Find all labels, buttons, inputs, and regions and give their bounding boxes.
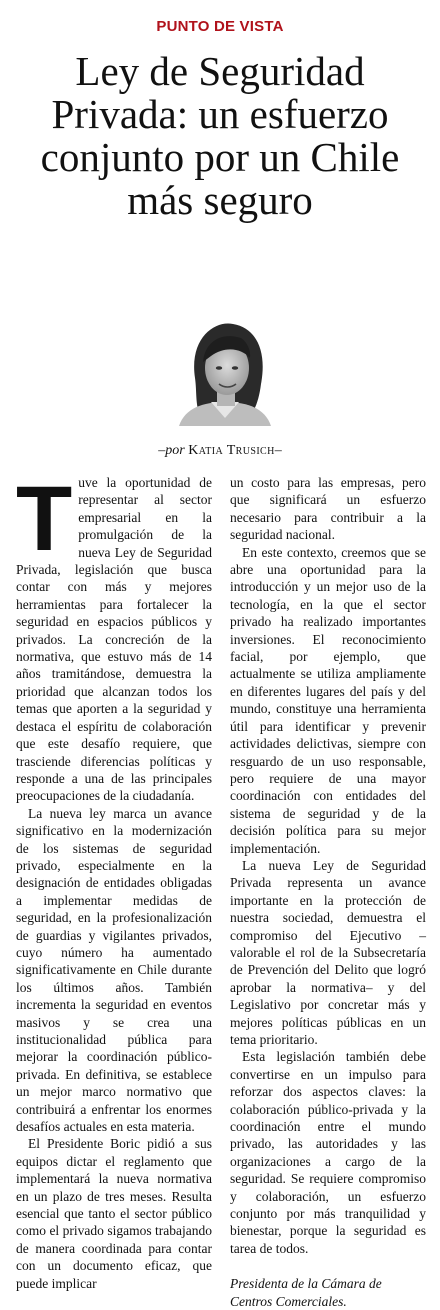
author-signature: Presidenta de la Cámara de Centros Comerciales. [230, 1276, 382, 1309]
article-paragraph: Esta legislación también debe convertirse en un impulso para reforzar dos aspectos claves: la colaboración público-privada y la coordinación entre el mundo privado, las autoridades y las organizaciones a cargo de la seguridad. Se requiere compromiso y colaboración, un esfuerzo conjunto por más tranquilidad y bienestar, porque la seguridad es tarea de todos. [230, 1049, 426, 1256]
byline [0, 443, 440, 459]
author-name: Katia Trusich [188, 443, 275, 458]
section-label: PUNTO DE VISTA [156, 18, 284, 35]
byline-suffix: – [274, 443, 282, 458]
author-portrait [175, 318, 275, 426]
article-paragraph: uve la oportunidad de representar al sector empresarial en la promulgación de la nueva Ley de Seguridad Privada, legislación que busca contar con más y mejores herramientas para fortalecer la seguridad en espacios públicos y privados. La concreción de la normativa, que estuvo más de 14 años tramitándose, demuestra la prioridad que alcanzan todos los temas que aporten a la seguridad y destaca el espíritu de colaboración que este desafío requiere, que trasciende diferencias políticas y responde a una de las principales preocupaciones de la ciudadanía. [16, 475, 212, 804]
article-column-right [230, 474, 426, 1310]
article-paragraph: En este contexto, creemos que se abre una oportunidad para la introducción y un mejor uso de la tecnología, en la que el sector privado ha realizado importantes inversiones. El reconocimiento facial, por ejemplo, que actualmente se utiliza ampliamente en diferentes lugares del país y del mundo, constituye una herramienta útil para identificar y prevenir actividades delictivas, siempre con resguardo de un uso responsable, pero requiere de una mayor coordinación con entidades del sistema de seguridad y de la decisión política para su mejor implementación. [230, 544, 426, 856]
drop-cap: T [16, 468, 73, 570]
article-paragraph: La nueva ley marca un avance significativo en la modernización de los sistemas de seguridad privado, especialmente en la designación de entidades obligadas a implementar medidas de seguridad, en la profesionalización de guardias y vigilantes privados, cuyo número ha aumentado significativamente en Chile durante los últimos años. También incrementa la seguridad en eventos masivos y se crea una institucionalidad pública para mejorar la coordinación público-privada. En definitiva, se establece un mejor marco normativo que contribuirá a enfrentar los enormes desafíos actuales en esta materia. [16, 805, 212, 1135]
article-paragraph: El Presidente Boric pidió a sus equipos dictar el reglamento que implementará la nueva normativa en un plazo de tres meses. Resulta esencial que tanto el sector público como el privado sigamos trabajando de manera coordinada para contar con un documento eficaz, que puede implicar [16, 1136, 212, 1291]
article-paragraph: La nueva Ley de Seguridad Privada representa un avance importante en la protección de nuestra sociedad, demuestra el compromiso del Ejecutivo –valorable el rol de la Subsecretaría de Prevención del Delito que logró aprobar la normativa– y del Legislativo por concretar más y mejores políticas públicas en un tema prioritario. [230, 857, 426, 1047]
article-paragraph: un costo para las empresas, pero que significará un esfuerzo necesario para contribuir a la seguridad nacional. [230, 475, 426, 543]
headline: Ley de Seguridad Privada: un esfuerzo conjunto por un Chile más seguro [40, 48, 400, 223]
article-column-left [16, 468, 212, 1292]
byline-prefix: –por [158, 443, 185, 458]
